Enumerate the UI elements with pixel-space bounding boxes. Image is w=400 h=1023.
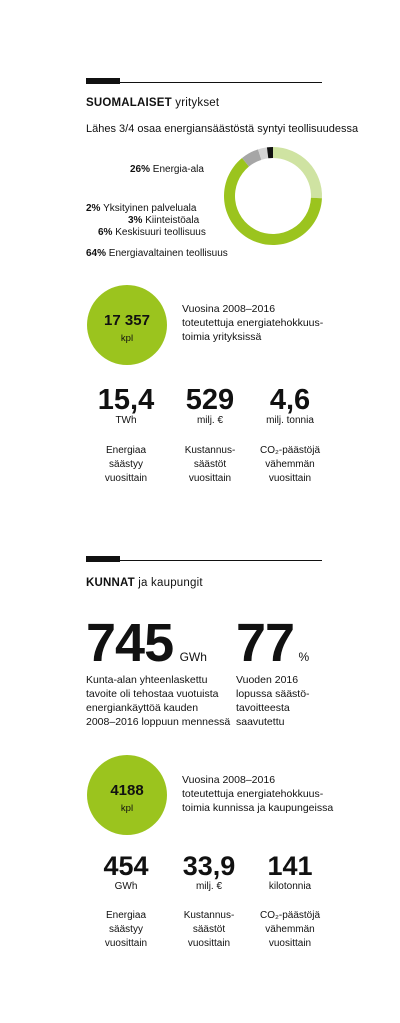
section-title-municipalities (86, 577, 203, 589)
measures-count-bubble (87, 285, 167, 365)
stat-unit: GWh (114, 881, 138, 892)
stat-co2 (245, 851, 335, 951)
label-line: vähemmän (265, 924, 315, 935)
stat-value: 454 (103, 851, 149, 881)
label-line: vuosittain (187, 938, 231, 949)
bubble-unit: kpl (120, 333, 134, 344)
stat-label (245, 444, 335, 486)
section-title-bold: SUOMALAISET (86, 97, 172, 109)
headline-achieved (236, 612, 309, 674)
label-line: CO₂-päästöjä (259, 445, 321, 456)
section-title-companies (86, 97, 219, 109)
label-line: vuosittain (104, 938, 148, 949)
label-line: CO₂-päästöjä (259, 910, 321, 921)
legend-value: 2% (86, 203, 101, 214)
label-line: vuosittain (268, 938, 312, 949)
donut-chart (208, 146, 328, 246)
section-title-rest: ja kaupungit (134, 577, 203, 589)
stat-energy (82, 384, 170, 486)
stat-value: 33,9 (182, 851, 236, 881)
legend-energia-ala (130, 164, 204, 175)
stat-cost-savings (165, 851, 253, 951)
desc-line: 2008–2016 loppuun mennessä (86, 716, 231, 728)
headline-unit: % (298, 650, 310, 664)
stat-label (245, 909, 335, 951)
legend-kiinteistoala (128, 215, 199, 226)
stat-unit: milj. € (196, 415, 224, 426)
legend-value: 3% (128, 215, 143, 226)
headline-target (86, 612, 207, 674)
desc-line: energiankäyttöä kauden (86, 702, 199, 714)
legend-keskisuuri (98, 227, 206, 238)
desc-line: saavutettu (236, 716, 285, 728)
headline-value: 745 (86, 613, 174, 673)
stat-co2 (245, 384, 335, 486)
desc-line: toteutettuja energiatehokkuus- (182, 317, 324, 329)
label-line: vuosittain (268, 473, 312, 484)
desc-line: Kunta-alan yhteenlaskettu (86, 674, 208, 686)
legend-label: Kiinteistöala (145, 215, 200, 226)
stat-cost-savings (166, 384, 254, 486)
desc-line: toimia yrityksissä (182, 331, 262, 343)
label-line: Energiaa (105, 910, 147, 921)
label-line: Energiaa (105, 445, 147, 456)
legend-value: 64% (86, 248, 107, 259)
section-divider-line (86, 82, 322, 83)
label-line: säästöt (192, 924, 226, 935)
desc-line: Vuosina 2008–2016 (182, 303, 276, 315)
headline-achieved-desc (236, 673, 310, 729)
desc-line: Vuosina 2008–2016 (182, 774, 276, 786)
stat-label (165, 909, 253, 951)
legend-label: Energia-ala (152, 164, 204, 175)
section-title-rest: yritykset (171, 97, 220, 109)
legend-label: Keskisuuri teollisuus (115, 227, 206, 238)
stat-unit: kilotonnia (268, 881, 312, 892)
stat-value: 4,6 (269, 384, 311, 416)
donut-slice (273, 147, 322, 198)
stat-value: 529 (185, 384, 235, 416)
measures-count-bubble (87, 755, 167, 835)
legend-energiavaltainen (86, 248, 228, 259)
desc-line: lopussa säästö- (236, 688, 310, 700)
section-title-bold: KUNNAT (86, 577, 135, 589)
label-line: Kustannus- (184, 445, 236, 456)
stat-value: 15,4 (97, 384, 155, 416)
label-line: vuosittain (104, 473, 148, 484)
stat-value: 141 (267, 851, 313, 881)
bubble-description (182, 773, 333, 815)
legend-yksityinen (86, 203, 196, 214)
stat-label (82, 909, 170, 951)
headline-unit: GWh (179, 650, 207, 664)
label-line: vuosittain (188, 473, 232, 484)
section-divider-line (86, 560, 322, 561)
legend-label: Energiavaltainen teollisuus (108, 248, 228, 259)
stat-unit: TWh (115, 415, 137, 426)
headline-value: 77 (236, 613, 295, 673)
stat-label (166, 444, 254, 486)
chart-subtitle: Lähes 3/4 osaa energiansäästöstä syntyi teollisuudessa (86, 123, 359, 135)
stat-unit: milj. tonnia (266, 415, 314, 426)
bubble-unit: kpl (120, 803, 134, 814)
bubble-value: 4188 (110, 782, 144, 799)
label-line: säästyy (109, 459, 143, 470)
label-line: säästöt (193, 459, 227, 470)
legend-label: Yksityinen palveluala (103, 203, 197, 214)
stat-unit: milj. € (195, 881, 223, 892)
bubble-value: 17 357 (104, 312, 150, 329)
legend-value: 6% (98, 227, 113, 238)
stat-energy (82, 851, 170, 951)
section-divider-thick (86, 556, 120, 562)
desc-line: toteutettuja energiatehokkuus- (182, 788, 324, 800)
headline-target-desc (86, 673, 230, 729)
desc-line: toimia kunnissa ja kaupungeissa (182, 802, 334, 814)
legend-value: 26% (130, 164, 151, 175)
desc-line: tavoitteesta (236, 702, 290, 714)
stat-label (82, 444, 170, 486)
bubble-description (182, 302, 323, 344)
desc-line: tavoite oli tehostaa vuotuista (86, 688, 219, 700)
section-divider-thick (86, 78, 120, 84)
label-line: säästyy (109, 924, 143, 935)
desc-line: Vuoden 2016 (236, 674, 299, 686)
label-line: Kustannus- (183, 910, 235, 921)
label-line: vähemmän (265, 459, 315, 470)
